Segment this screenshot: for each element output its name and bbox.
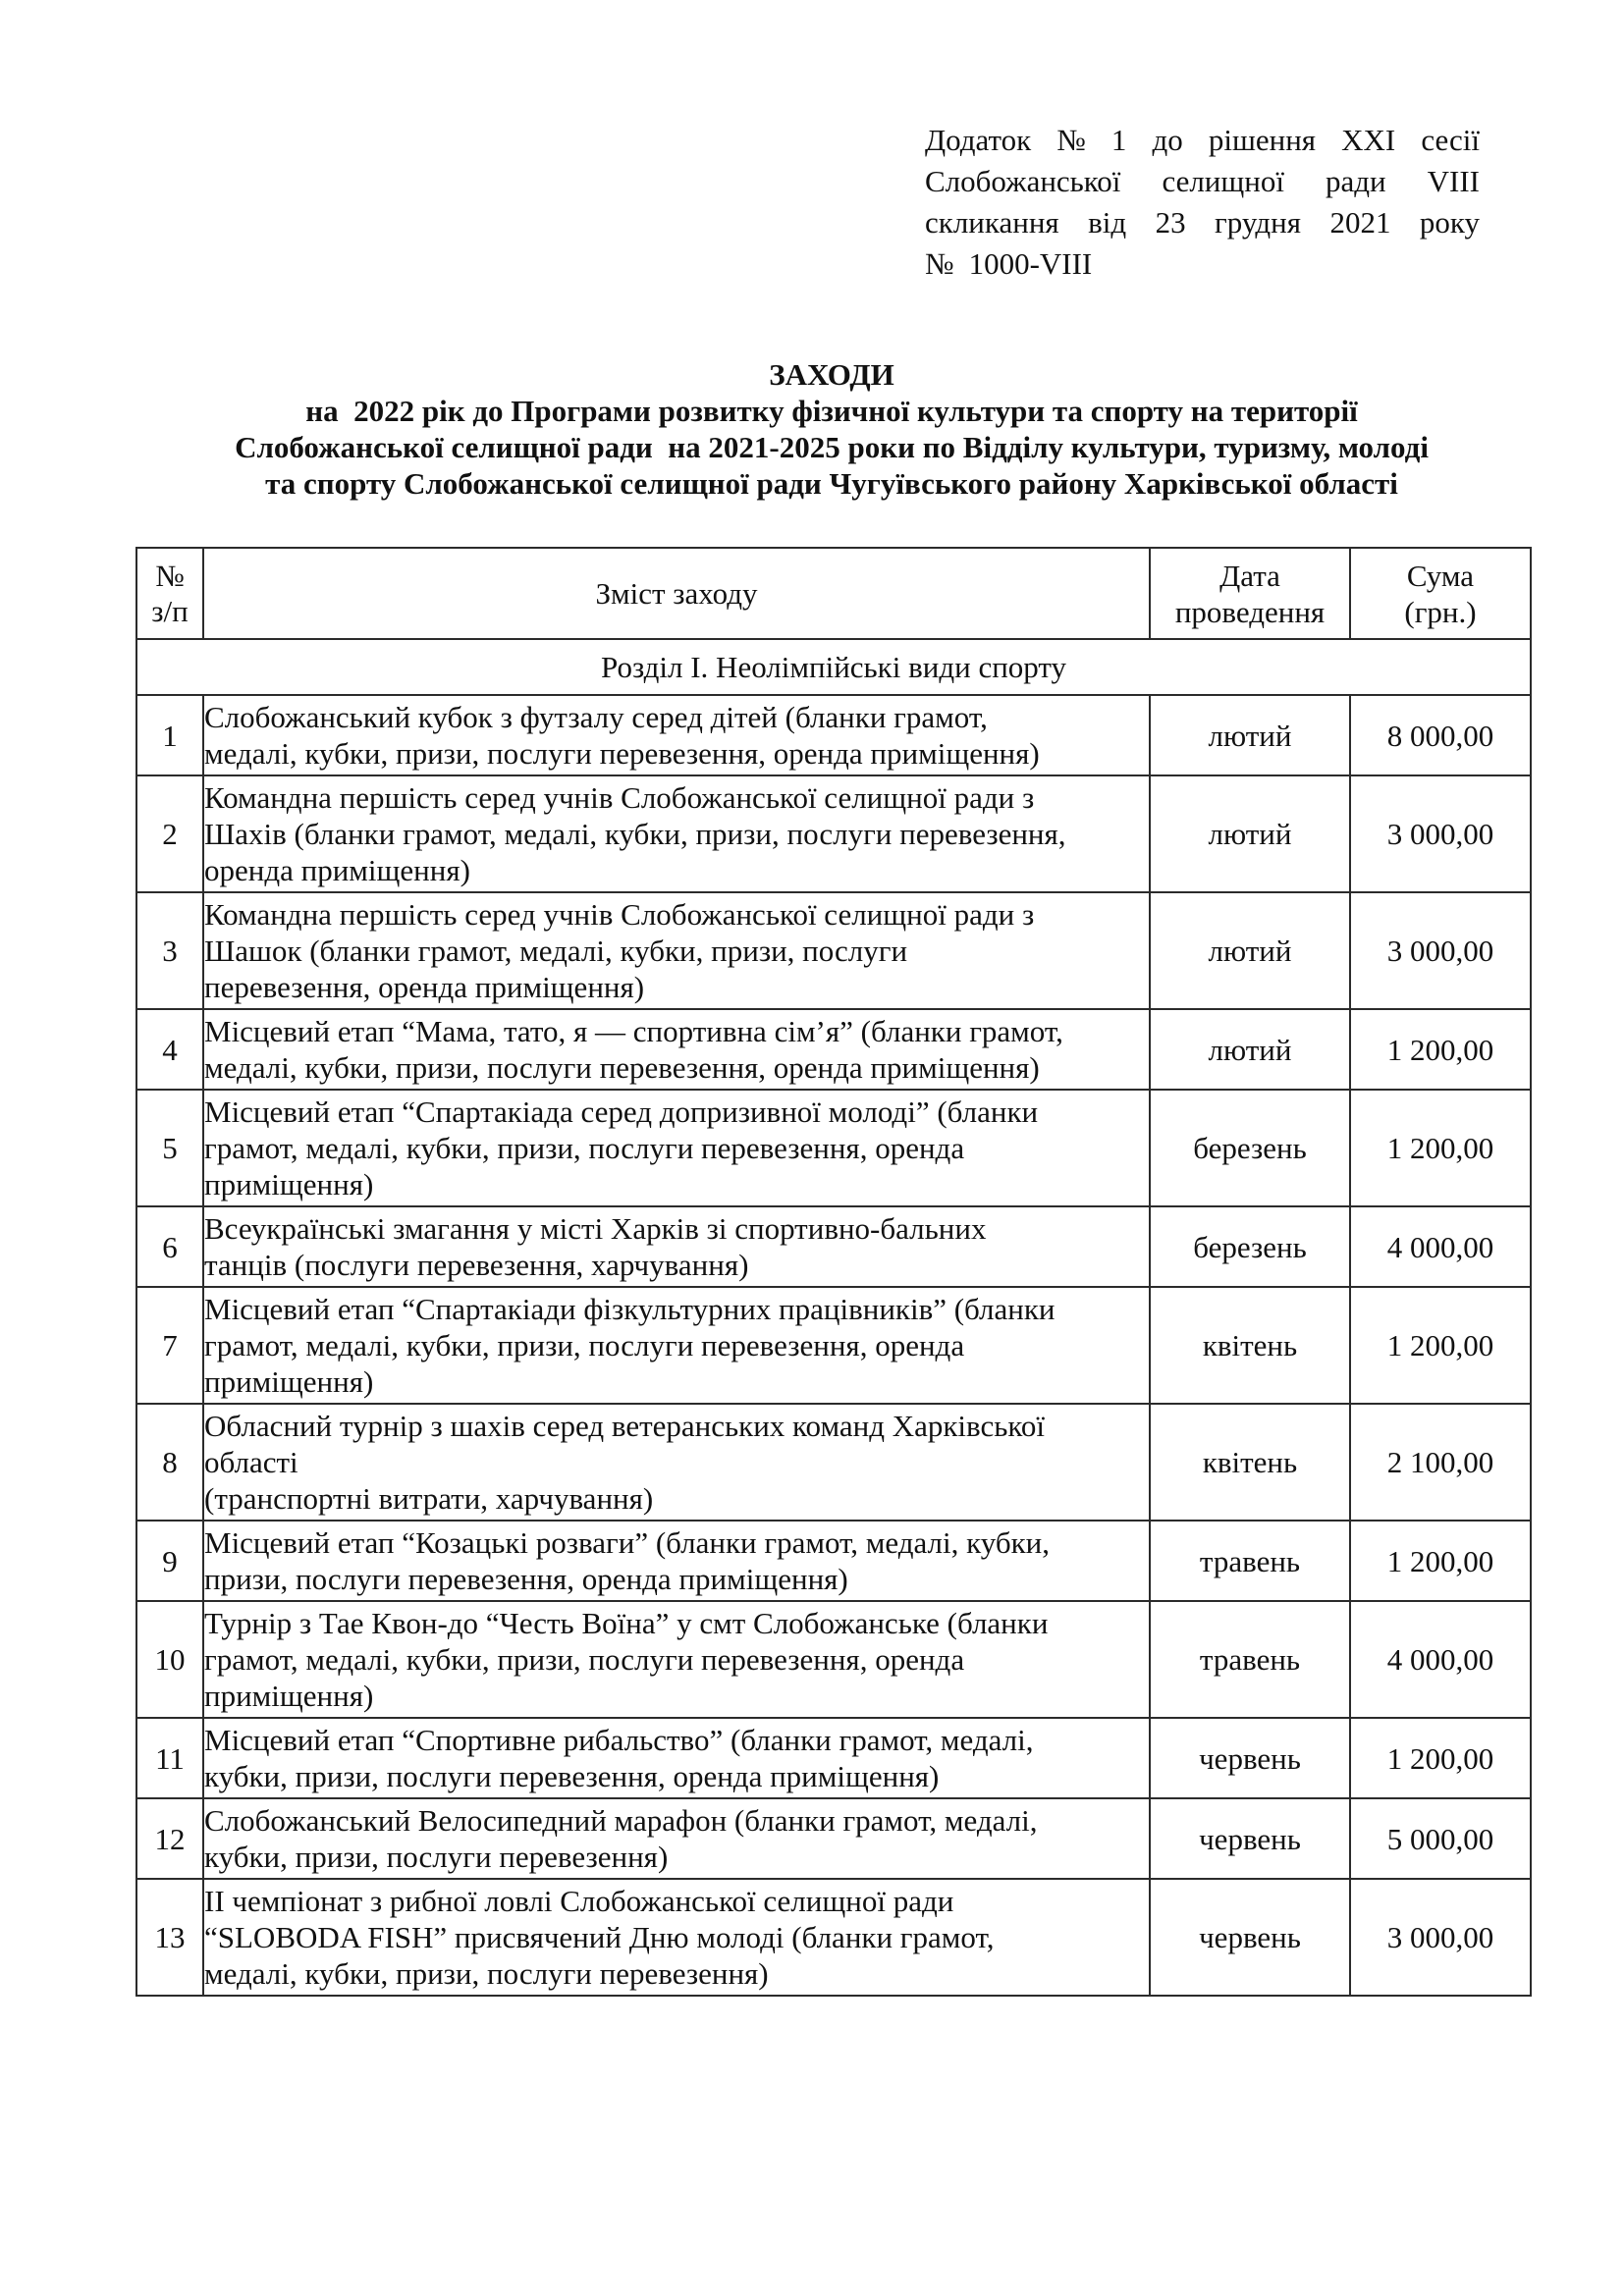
annex-word: року [1419,205,1480,240]
row-number: 12 [136,1798,203,1879]
row-sum: 1 200,00 [1350,1090,1531,1206]
row-sum: 1 200,00 [1350,1287,1531,1404]
row-date: березень [1150,1206,1350,1287]
measures-table [135,547,1532,1997]
row-date: лютий [1150,892,1350,1009]
row-number: 7 [136,1287,203,1404]
row-sum: 2 100,00 [1350,1404,1531,1521]
annex-word: 2021 [1329,205,1391,240]
annex-line-2 [925,161,1480,202]
annex-word: Додаток [925,123,1032,157]
annex-reference [925,120,1480,285]
row-date: лютий [1150,695,1350,775]
annex-line-4 [925,243,1480,285]
annex-word: до [1152,123,1183,157]
annex-line-1 [925,120,1480,161]
title-line-3: та спорту Слобожанської селищної ради Чугуївського району Харківської області [265,466,1398,501]
document-title [135,356,1528,502]
annex-word: № [1056,123,1086,157]
table-row [136,1521,1531,1601]
row-sum: 5 000,00 [1350,1798,1531,1879]
row-number: 8 [136,1404,203,1521]
row-number: 6 [136,1206,203,1287]
table-row [136,1601,1531,1718]
annex-word: грудня [1215,205,1301,240]
row-date: березень [1150,1090,1350,1206]
row-date: квітень [1150,1287,1350,1404]
row-number: 1 [136,695,203,775]
row-content: Місцевий етап “Спортивне рибальство” (бланки грамот, медалі, кубки, призи, послуги перевезення, оренда приміщення) [203,1718,1150,1798]
row-content: Турнір з Тае Квон-до “Честь Воїна” у смт Слобожанське (бланки грамот, медалі, кубки, призи, послуги перевезення, оренда приміщення) [203,1601,1150,1718]
table-row [136,1009,1531,1090]
section-row [136,639,1531,695]
row-content: Командна першість серед учнів Слобожанської селищної ради з Шахів (бланки грамот, медалі, кубки, призи, послуги перевезення, оренда приміщення) [203,775,1150,892]
row-date: травень [1150,1601,1350,1718]
table-row [136,1798,1531,1879]
row-number: 4 [136,1009,203,1090]
row-content: Місцевий етап “Козацькі розваги” (бланки грамот, медалі, кубки, призи, послуги перевезення, оренда приміщення) [203,1521,1150,1601]
annex-word: № [925,246,954,281]
table-row [136,1206,1531,1287]
row-content: Місцевий етап “Мама, тато, я — спортивна сім’я” (бланки грамот, медалі, кубки, призи, послуги перевезення, оренда приміщення) [203,1009,1150,1090]
row-content: Командна першість серед учнів Слобожанської селищної ради з Шашок (бланки грамот, медалі, кубки, призи, послуги перевезення, оренда приміщення) [203,892,1150,1009]
row-sum: 1 200,00 [1350,1718,1531,1798]
title-line-2: Слобожанської селищної ради на 2021-2025 роки по Відділу культури, туризму, молоді [235,430,1429,464]
row-date: лютий [1150,775,1350,892]
row-content: Слобожанський кубок з футзалу серед дітей (бланки грамот, медалі, кубки, призи, послуги перевезення, оренда приміщення) [203,695,1150,775]
row-content: Місцевий етап “Спартакіади фізкультурних працівників” (бланки грамот, медалі, кубки, призи, послуги перевезення, оренда приміщення) [203,1287,1150,1404]
row-content: II чемпіонат з рибної ловлі Слобожанської селищної ради “SLOBODA FISH” присвячений Дню молоді (бланки грамот, медалі, кубки, призи, послуги перевезення) [203,1879,1150,1996]
annex-word: 1 [1110,123,1127,157]
annex-word: 23 [1155,205,1186,240]
row-sum: 4 000,00 [1350,1601,1531,1718]
annex-word: XXI [1341,123,1396,157]
table-row [136,1287,1531,1404]
row-sum: 1 200,00 [1350,1009,1531,1090]
row-number: 3 [136,892,203,1009]
annex-word: 1000-VIII [968,246,1093,281]
row-date: червень [1150,1798,1350,1879]
annex-word: VIII [1427,164,1480,198]
header-date: Дата проведення [1150,548,1350,639]
row-sum: 3 000,00 [1350,1879,1531,1996]
header-content: Зміст заходу [203,548,1150,639]
row-number: 5 [136,1090,203,1206]
annex-word: ради [1325,164,1386,198]
table-row [136,1718,1531,1798]
header-sum: Сума (грн.) [1350,548,1531,639]
row-sum: 3 000,00 [1350,775,1531,892]
annex-word: рішення [1208,123,1317,157]
row-date: червень [1150,1879,1350,1996]
row-content: Всеукраїнські змагання у місті Харків зі спортивно-бальних танців (послуги перевезення, харчування) [203,1206,1150,1287]
row-number: 10 [136,1601,203,1718]
row-sum: 8 000,00 [1350,695,1531,775]
row-date: квітень [1150,1404,1350,1521]
title-line-1: на 2022 рік до Програми розвитку фізичної культури та спорту на території [305,394,1358,428]
annex-line-3 [925,202,1480,243]
row-content: Обласний турнір з шахів серед ветеранських команд Харківської області (транспортні витрати, харчування) [203,1404,1150,1521]
annex-word: селищної [1162,164,1284,198]
row-number: 11 [136,1718,203,1798]
table-row [136,1404,1531,1521]
row-sum: 1 200,00 [1350,1521,1531,1601]
title-heading: ЗАХОДИ [769,357,894,392]
row-date: лютий [1150,1009,1350,1090]
section-title: Розділ I. Неолімпійські види спорту [136,639,1531,695]
row-content: Місцевий етап “Спартакіада серед допризивної молоді” (бланки грамот, медалі, кубки, призи, послуги перевезення, оренда приміщення) [203,1090,1150,1206]
row-date: червень [1150,1718,1350,1798]
row-number: 13 [136,1879,203,1996]
row-content: Слобожанський Велосипедний марафон (бланки грамот, медалі, кубки, призи, послуги перевезення) [203,1798,1150,1879]
annex-word: від [1088,205,1127,240]
row-number: 2 [136,775,203,892]
row-sum: 4 000,00 [1350,1206,1531,1287]
table-row [136,892,1531,1009]
table-row [136,1090,1531,1206]
annex-word: скликання [925,205,1059,240]
table-header-row [136,548,1531,639]
row-number: 9 [136,1521,203,1601]
row-sum: 3 000,00 [1350,892,1531,1009]
row-date: травень [1150,1521,1350,1601]
annex-word: сесії [1421,123,1480,157]
table-row [136,1879,1531,1996]
header-number: № з/п [136,548,203,639]
table-row [136,695,1531,775]
table-row [136,775,1531,892]
annex-word: Слобожанської [925,164,1121,198]
